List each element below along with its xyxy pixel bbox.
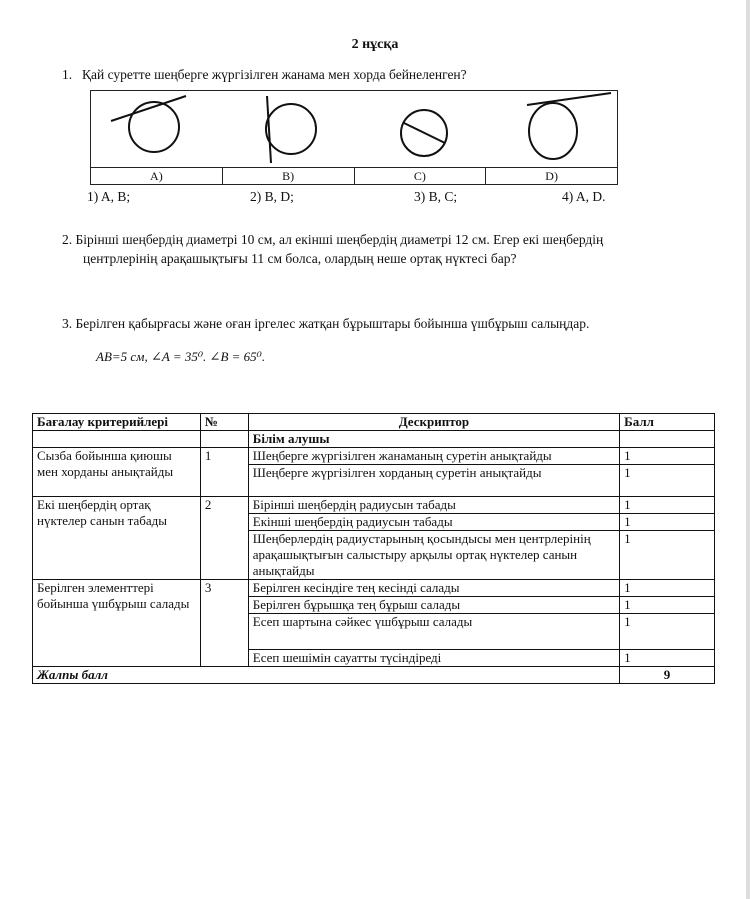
score-cell: 1	[620, 531, 715, 580]
score-cell: 1	[620, 614, 715, 650]
answer-option-3: 3) B, C;	[414, 189, 458, 204]
header-descriptor: Дескриптор	[248, 414, 619, 431]
descriptor-cell: Бірінші шеңбердің радиусын табады	[248, 497, 619, 514]
score-cell: 1	[620, 448, 715, 465]
answer-option-4: 4) A, D.	[562, 189, 606, 204]
circle-a	[129, 102, 179, 152]
page-title: 2 нұсқа	[351, 37, 399, 52]
answer-option-2: 2) B, D;	[250, 189, 294, 204]
header-criteria: Бағалау критерийлері	[33, 414, 201, 431]
header-number: №	[200, 414, 248, 431]
table-subheader-row	[33, 431, 715, 448]
score-cell: 1	[620, 514, 715, 531]
circles-figure	[91, 91, 617, 167]
table-row	[33, 448, 715, 465]
assessment-table	[32, 413, 715, 684]
question-1	[62, 66, 467, 83]
descriptor-cell: Екінші шеңбердің радиусын табады	[248, 514, 619, 531]
descriptor-cell: Есеп шешімін сауатты түсіндіреді	[248, 650, 619, 667]
question-2-line-1: 2. Бірінші шеңбердің диаметрі 10 см, ал екінші шеңбердің диаметрі 12 см. Егер екі шеңбердің	[62, 232, 604, 247]
question-1-text: Қай суретте шеңберге жүргізілген жанама мен хорда бейнеленген?	[82, 67, 467, 82]
line-b	[267, 96, 271, 163]
line-c	[404, 123, 445, 143]
task-number-cell: 1	[200, 448, 248, 497]
score-cell: 1	[620, 580, 715, 597]
descriptor-cell: Берілген бұрышқа тең бұрыш салады	[248, 597, 619, 614]
line-d	[527, 93, 611, 105]
criterion-cell: Сызба бойынша қиюшы мен хорданы анықтайды	[33, 448, 201, 497]
header-score: Балл	[620, 414, 715, 431]
figure-label-b: B)	[222, 168, 354, 185]
table-row	[33, 497, 715, 514]
criterion-cell: Екі шеңбердің ортақ нүктелер санын табады	[33, 497, 201, 580]
figure-labels	[91, 167, 617, 185]
descriptor-cell: Шеңберлердің радиустарының қосындысы мен центрлерінің арақашықтығын салыстыру арқылы ортақ нүктелер санын анықтайды	[248, 531, 619, 580]
descriptor-cell: Шеңберге жүргізілген хорданың суретін анықтайды	[248, 465, 619, 497]
total-label: Жалпы балл	[33, 667, 620, 684]
table-total-row	[33, 667, 715, 684]
descriptor-cell: Берілген кесіндіге тең кесінді салады	[248, 580, 619, 597]
score-cell: 1	[620, 465, 715, 497]
task-number-cell: 2	[200, 497, 248, 580]
page-edge	[746, 0, 750, 899]
question-2-line-2: центрлерінің арақашықтығы 11 см болса, олардың неше ортақ нүктесі бар?	[83, 251, 517, 266]
answer-option-1: 1) A, B;	[87, 189, 131, 204]
descriptor-cell: Есеп шартына сәйкес үшбұрыш салады	[248, 614, 619, 650]
circle-b	[266, 104, 316, 154]
circle-d	[529, 103, 577, 159]
score-cell: 1	[620, 597, 715, 614]
criterion-cell: Берілген элементтері бойынша үшбұрыш салады	[33, 580, 201, 667]
question-3: 3. Берілген қабырғасы және оған іргелес жатқан бұрыштары бойынша үшбұрыш салыңдар.	[62, 316, 590, 331]
total-value: 9	[620, 667, 715, 684]
question-3-given: AB=5 см, ∠A = 35⁰. ∠B = 65⁰.	[96, 349, 266, 364]
descriptor-cell: Шеңберге жүргізілген жанаманың суретін анықтайды	[248, 448, 619, 465]
subheader-learner: Білім алушы	[248, 431, 619, 448]
line-a	[111, 96, 186, 121]
score-cell: 1	[620, 650, 715, 667]
table-header-row	[33, 414, 715, 431]
question-1-number: 1.	[62, 67, 73, 82]
figure-label-a: A)	[150, 169, 163, 183]
question-1-figure	[90, 90, 618, 185]
task-number-cell: 3	[200, 580, 248, 667]
score-cell: 1	[620, 497, 715, 514]
figure-label-c: C)	[354, 168, 486, 185]
table-row	[33, 580, 715, 597]
figure-label-d: D)	[485, 168, 617, 185]
